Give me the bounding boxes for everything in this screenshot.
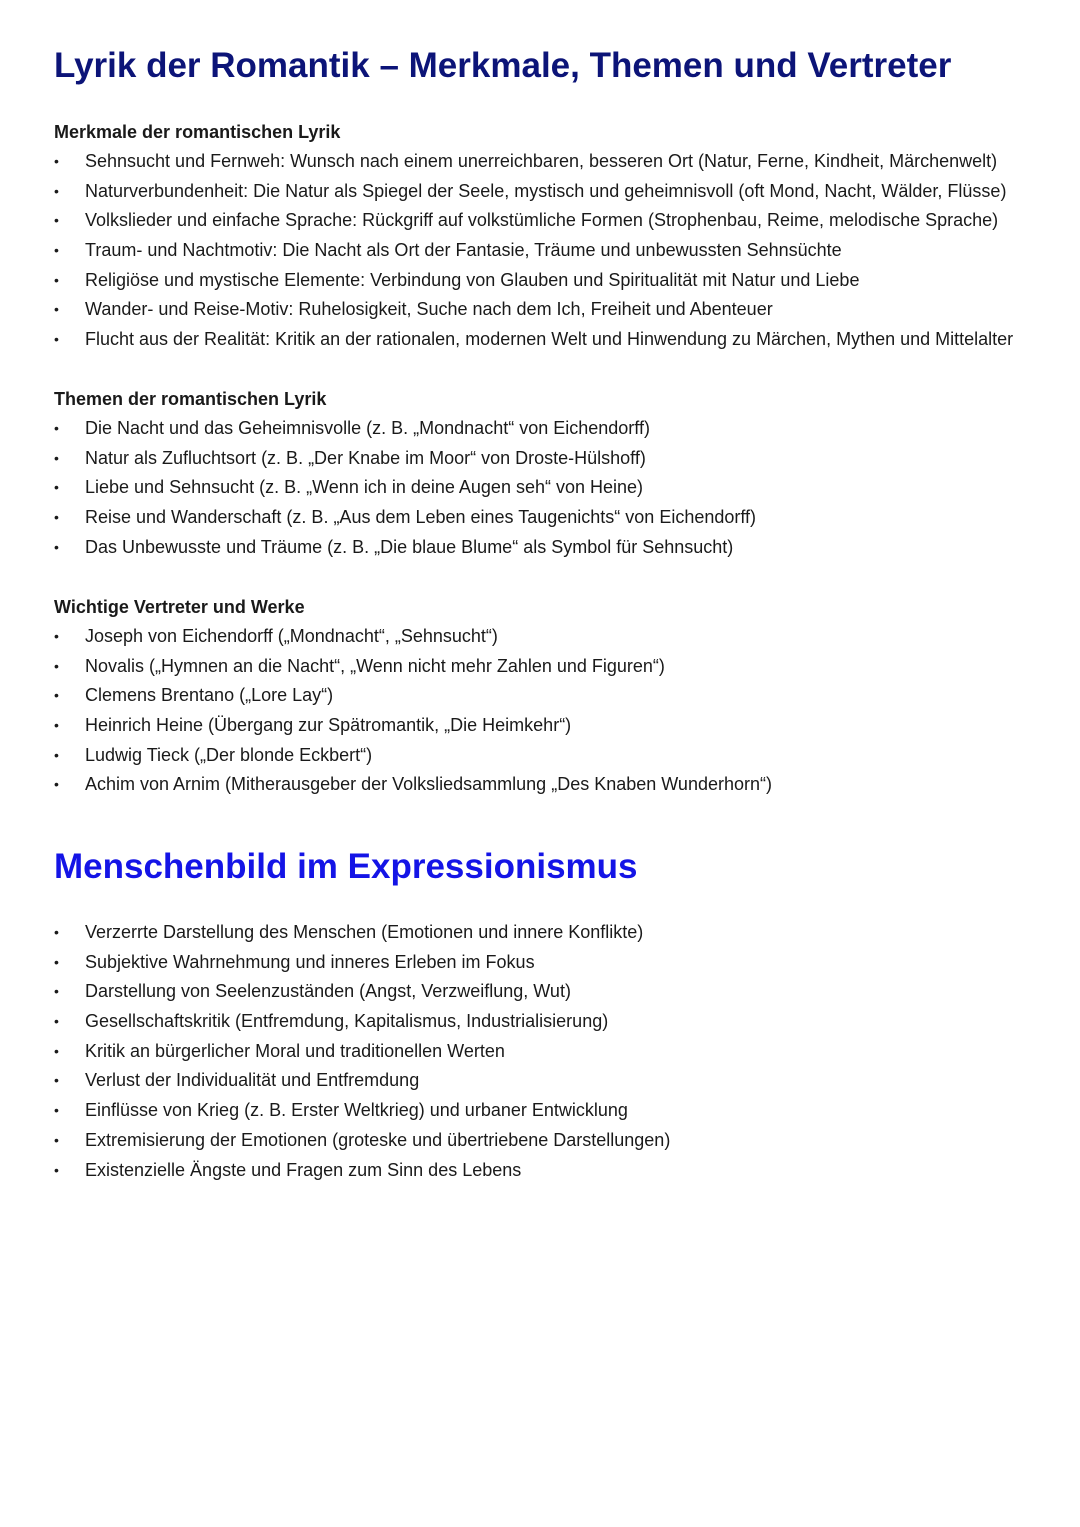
bullet-icon: • (54, 1042, 59, 1059)
section-title: Themen der romantischen Lyrik (54, 389, 327, 409)
section-title: Merkmale der romantischen Lyrik (54, 122, 341, 142)
list-item-text: Extremisierung der Emotionen (groteske und übertriebene Darstellungen) (85, 1129, 671, 1150)
list-item-text: Existenzielle Ängste und Fragen zum Sinn des Lebens (85, 1159, 522, 1180)
page-title-expressionismus: Menschenbild im Expressionismus (54, 847, 638, 886)
bullet-icon: • (54, 271, 59, 288)
bullet-icon: • (54, 687, 59, 704)
bullet-list (54, 147, 1054, 355)
bullet-icon: • (54, 746, 59, 763)
section-themen (54, 384, 1054, 562)
bullet-icon: • (54, 953, 59, 970)
bullet-icon: • (54, 538, 59, 555)
list-item-text: Verzerrte Darstellung des Menschen (Emotionen und innere Konflikte) (85, 922, 644, 942)
list-item-text: Ludwig Tieck („Der blonde Eckbert“) (85, 744, 373, 765)
section-merkmale (54, 117, 1054, 355)
section-vertreter (54, 592, 1054, 800)
list-item-text: Joseph von Eichendorff („Mondnacht“, „Sehnsucht“) (85, 626, 498, 646)
list-item (54, 1096, 1054, 1126)
list-item-text: Heinrich Heine (Übergang zur Spätromantik, „Die Heimkehr“) (85, 715, 572, 736)
list-item (54, 1037, 1054, 1067)
list-item-text: Volkslieder und einfache Sprache: Rückgriff auf volkstümliche Formen (Strophenbau, Reime, melodische Sprache) (85, 210, 999, 231)
bullet-icon: • (54, 776, 59, 793)
page-title-romantik: Lyrik der Romantik – Merkmale, Themen und Vertreter (54, 46, 952, 85)
list-item (54, 325, 1054, 355)
list-item (54, 177, 1054, 207)
list-item-text: Religiöse und mystische Elemente: Verbindung von Glauben und Spiritualität mit Natur und Liebe (85, 269, 860, 290)
bullet-icon: • (54, 1102, 59, 1119)
list-item-text: Wander- und Reise-Motiv: Ruhelosigkeit, Suche nach dem Ich, Freiheit und Abenteuer (85, 299, 773, 320)
list-item (54, 444, 1054, 474)
list-item (54, 147, 1054, 177)
list-item-text: Sehnsucht und Fernweh: Wunsch nach einem unerreichbaren, besseren Ort (Natur, Ferne, Kindheit, Märchenwelt) (85, 151, 998, 171)
bullet-icon: • (54, 449, 59, 466)
list-item (54, 473, 1054, 503)
bullet-list (54, 918, 1054, 1185)
list-item-text: Subjektive Wahrnehmung und inneres Erleben im Fokus (85, 951, 535, 972)
bullet-icon: • (54, 983, 59, 1000)
list-item (54, 236, 1054, 266)
bullet-icon: • (54, 331, 59, 348)
list-item (54, 770, 1054, 800)
list-item-text: Achim von Arnim (Mitherausgeber der Volksliedsammlung „Des Knaben Wunderhorn“) (85, 774, 772, 795)
bullet-icon: • (54, 657, 59, 674)
list-item-text: Reise und Wanderschaft (z. B. „Aus dem Leben eines Taugenichts“ von Eichendorff) (85, 507, 757, 528)
list-item-text: Das Unbewusste und Träume (z. B. „Die blaue Blume“ als Symbol für Sehnsucht) (85, 536, 734, 557)
list-item-text: Verlust der Individualität und Entfremdung (85, 1070, 420, 1091)
bullet-icon: • (54, 212, 59, 229)
list-item-text: Die Nacht und das Geheimnisvolle (z. B. „Mondnacht“ von Eichendorff) (85, 418, 650, 438)
list-item (54, 652, 1054, 682)
list-item-text: Clemens Brentano („Lore Lay“) (85, 685, 334, 706)
bullet-icon: • (54, 1131, 59, 1148)
list-item (54, 622, 1054, 652)
bullet-icon: • (54, 479, 59, 496)
bullet-icon: • (54, 242, 59, 259)
list-item-text: Liebe und Sehnsucht (z. B. „Wenn ich in deine Augen seh“ von Heine) (85, 477, 644, 498)
list-item (54, 503, 1054, 533)
list-item (54, 295, 1054, 325)
list-item (54, 711, 1054, 741)
list-item-text: Darstellung von Seelenzuständen (Angst, Verzweiflung, Wut) (85, 981, 571, 1002)
list-item (54, 1007, 1054, 1037)
bullet-icon: • (54, 1161, 59, 1178)
list-item (54, 206, 1054, 236)
list-item (54, 1156, 1054, 1186)
bullet-icon: • (54, 1072, 59, 1089)
bullet-icon: • (54, 717, 59, 734)
bullet-icon: • (54, 153, 59, 169)
list-item (54, 1066, 1054, 1096)
bullet-icon: • (54, 509, 59, 526)
list-item (54, 681, 1054, 711)
list-item (54, 741, 1054, 771)
bullet-list (54, 622, 1054, 800)
list-item (54, 948, 1054, 978)
list-item (54, 977, 1054, 1007)
list-item (54, 918, 1054, 948)
list-item (54, 414, 1054, 444)
section-title: Wichtige Vertreter und Werke (54, 597, 305, 617)
bullet-icon: • (54, 924, 59, 940)
list-item (54, 533, 1054, 563)
list-item-text: Einflüsse von Krieg (z. B. Erster Weltkrieg) und urbaner Entwicklung (85, 1100, 628, 1121)
list-item-text: Kritik an bürgerlicher Moral und traditionellen Werten (85, 1040, 505, 1061)
bullet-icon: • (54, 1013, 59, 1030)
list-item-text: Novalis („Hymnen an die Nacht“, „Wenn nicht mehr Zahlen und Figuren“) (85, 655, 665, 676)
bullet-icon: • (54, 628, 59, 644)
list-item-text: Traum- und Nachtmotiv: Die Nacht als Ort der Fantasie, Träume und unbewussten Sehnsüchte (85, 240, 842, 261)
bullet-icon: • (54, 420, 59, 436)
list-item-text: Natur als Zufluchtsort (z. B. „Der Knabe im Moor“ von Droste-Hülshoff) (85, 447, 646, 468)
bullet-icon: • (54, 182, 59, 199)
list-item (54, 1126, 1054, 1156)
bullet-list (54, 414, 1054, 562)
section-expressionismus (54, 918, 1054, 1185)
bullet-icon: • (54, 301, 59, 318)
list-item-text: Naturverbundenheit: Die Natur als Spiegel der Seele, mystisch und geheimnisvoll (oft Mond, Nacht, Wälder, Flüsse) (85, 180, 1007, 201)
list-item (54, 266, 1054, 296)
list-item-text: Flucht aus der Realität: Kritik an der rationalen, modernen Welt und Hinwendung zu Märchen, Mythen und Mittelalter (85, 329, 1014, 350)
list-item-text: Gesellschaftskritik (Entfremdung, Kapitalismus, Industrialisierung) (85, 1011, 609, 1032)
